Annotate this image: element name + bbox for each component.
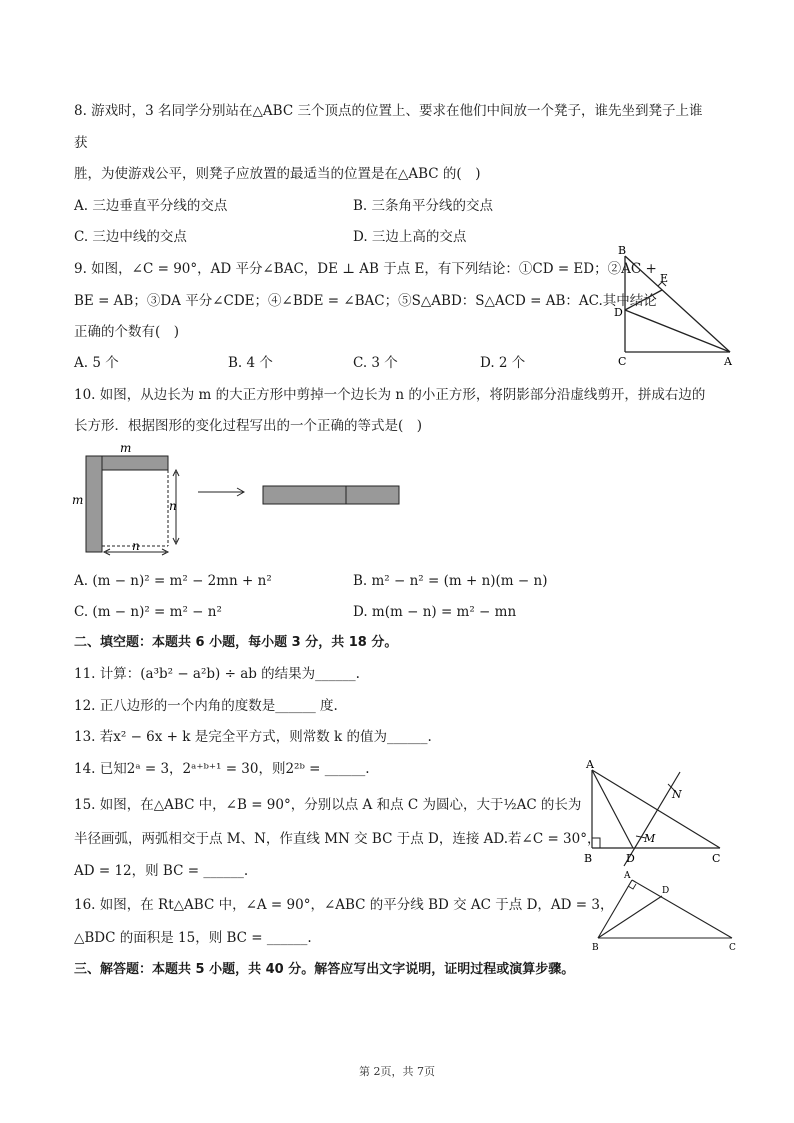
q13: 13. 若x² − 6x + k 是完全平方式，则常数 k 的值为______.	[74, 729, 432, 745]
q10-fig-label-m-left: m	[72, 493, 84, 507]
q14: 14. 已知2ᵃ = 3，2ᵃ⁺ᵇ⁺¹ = 30，则2²ᵇ = ______.	[74, 761, 370, 777]
q16-fig-label-c: C	[729, 943, 736, 953]
q9-fig-label-e: E	[660, 272, 669, 285]
q16-fig-label-a: A	[624, 871, 631, 881]
q8-option-b: B. 三条角平分线的交点	[353, 198, 494, 214]
q15-fig-label-c: C	[712, 852, 721, 865]
q15-fig-label-m: M	[644, 832, 656, 845]
q9-option-d: D. 2 个	[480, 355, 526, 371]
section-2-heading: 二、填空题：本题共 6 小题，每小题 3 分，共 18 分。	[74, 635, 398, 650]
q16-figure	[586, 866, 746, 956]
page-footer: 第 2页，共 7页	[359, 1065, 435, 1078]
q9-option-b: B. 4 个	[228, 355, 273, 371]
q15-figure	[580, 758, 740, 868]
q9-fig-label-d: D	[614, 306, 623, 319]
q9-option-c: C. 3 个	[353, 355, 398, 371]
q9-line2: BE = AB；③DA 平分∠CDE；④∠BDE = ∠BAC；⑤S△ABD：S△ACD = AB：AC.其中结论	[74, 293, 657, 309]
q16-line2: △BDC 的面积是 15，则 BC = ______.	[74, 930, 312, 946]
q10-option-b: B. m² − n² = (m + n)(m − n)	[353, 573, 548, 589]
q9-fig-label-c: C	[618, 355, 627, 368]
q11: 11. 计算：(a³b² − a²b) ÷ ab 的结果为______.	[74, 666, 360, 682]
q9-fig-label-b: B	[618, 244, 627, 257]
q9-fig-label-a: A	[724, 355, 732, 368]
q16-fig-label-b: B	[592, 943, 599, 953]
q8-option-c: C. 三边中线的交点	[74, 229, 187, 245]
q15-fig-label-a: A	[586, 758, 594, 771]
q8-option-a: A. 三边垂直平分线的交点	[74, 198, 228, 214]
q10-line2: 长方形．根据图形的变化过程写出的一个正确的等式是( )	[74, 418, 423, 434]
q9-figure	[610, 240, 750, 370]
q8-line2: 获	[74, 135, 88, 151]
q16-fig-label-d: D	[662, 886, 670, 896]
q16-line1: 16. 如图，在 Rt△ABC 中，∠A = 90°，∠ABC 的平分线 BD 交 AC 于点 D，AD = 3，	[74, 897, 614, 913]
q9-option-a: A. 5 个	[74, 355, 119, 371]
q9-line3: 正确的个数有( )	[74, 324, 180, 340]
q15-line2: 半径画弧，两弧相交于点 M、N，作直线 MN 交 BC 于点 D，连接 AD.若∠C = 30°，	[74, 831, 601, 847]
q10-fig-label-n-bottom: n	[132, 539, 140, 553]
q10-line1: 10. 如图，从边长为 m 的大正方形中剪掉一个边长为 n 的小正方形，将阴影部分沿虚线剪开，拼成右边的	[74, 387, 706, 403]
q15-fig-label-n: N	[672, 788, 682, 801]
q10-figure	[68, 440, 408, 560]
q15-line3: AD = 12，则 BC = ______.	[74, 863, 249, 879]
q15-fig-label-b: B	[584, 852, 593, 865]
q10-fig-label-m-top: m	[120, 441, 132, 455]
q8-option-d: D. 三边上高的交点	[353, 229, 467, 245]
q10-option-d: D. m(m − n) = m² − mn	[353, 604, 517, 620]
q10-option-c: C. (m − n)² = m² − n²	[74, 604, 222, 620]
q8-line3: 胜，为使游戏公平，则凳子应放置的最适当的位置是在△ABC 的( )	[74, 166, 481, 182]
q10-fig-label-n-right: n	[169, 499, 177, 513]
q15-line1: 15. 如图，在△ABC 中，∠B = 90°，分别以点 A 和点 C 为圆心，大于½AC 的长为	[74, 797, 582, 813]
q8-line1: 8. 游戏时，3 名同学分别站在△ABC 三个顶点的位置上、要求在他们中间放一个凳子，谁先坐到凳子上谁	[74, 103, 703, 119]
q9-line1: 9. 如图，∠C = 90°，AD 平分∠BAC，DE ⊥ AB 于点 E，有下列结论：①CD = ED；②AC +	[74, 261, 657, 277]
q12: 12. 正八边形的一个内角的度数是______ 度.	[74, 698, 338, 714]
section-3-heading: 三、解答题：本题共 5 小题，共 40 分。解答应写出文字说明，证明过程或演算步骤。	[74, 962, 575, 977]
q15-fig-label-d: D	[626, 852, 635, 865]
q10-option-a: A. (m − n)² = m² − 2mn + n²	[74, 573, 272, 589]
